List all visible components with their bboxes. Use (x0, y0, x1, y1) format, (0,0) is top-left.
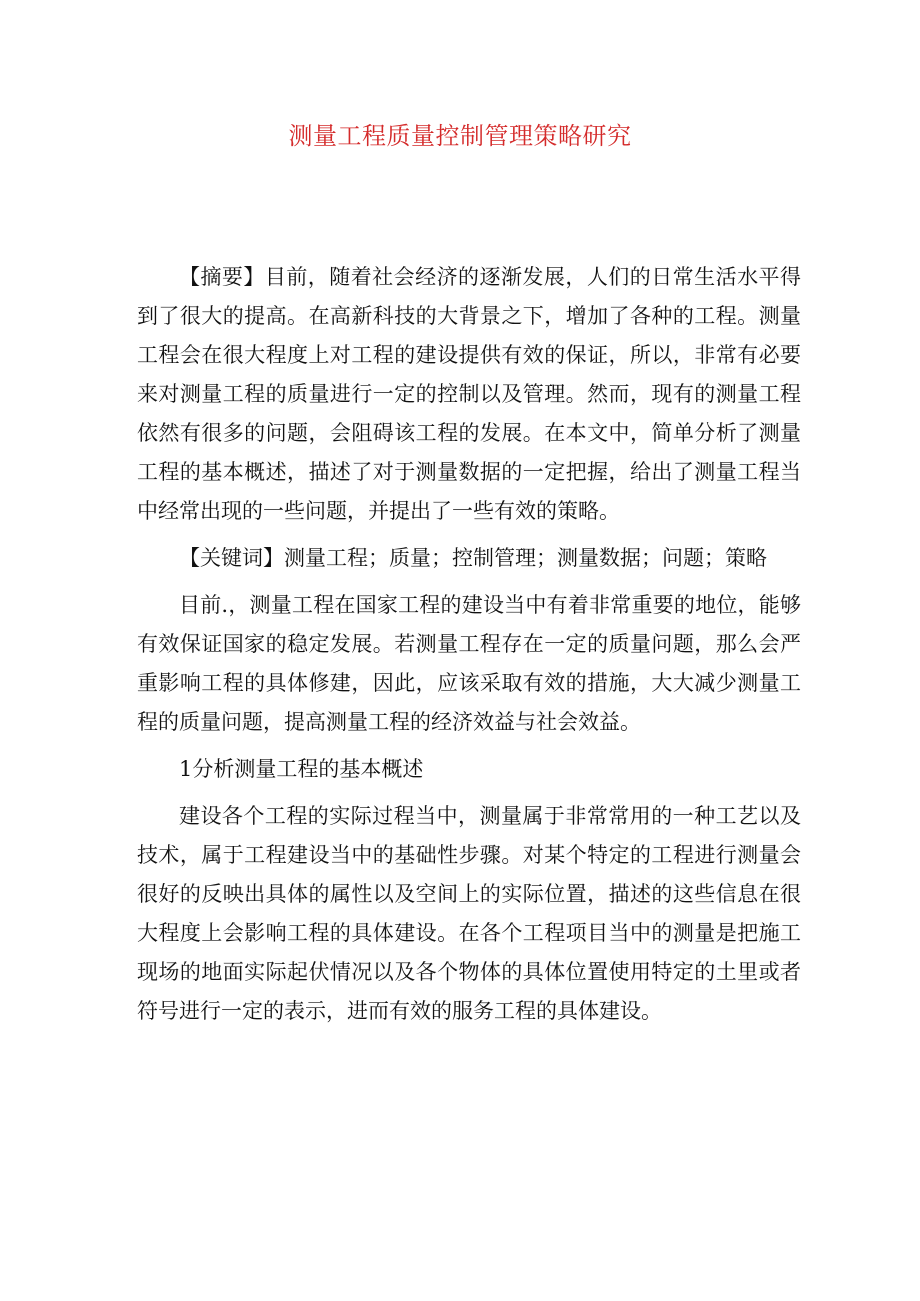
document-title: 测量工程质量控制管理策略研究 (288, 122, 632, 150)
section-paragraph: 建设各个工程的实际过程当中，测量属于非常常用的一种工艺以及技术，属于工程建设当中的基础性步骤。对某个特定的工程进行测量会很好的反映出具体的属性以及空间上的实际位置，描述的这些信息在很大程度上会影响工程的具体建设。在各个工程项目当中的测量是把施工现场的地面实际起伏情况以及各个物体的具体位置使用特定的土里或者符号进行一定的表示，进而有效的服务工程的具体建设。 (137, 804, 801, 1023)
document-body (137, 258, 801, 1039)
abstract-paragraph: 【摘要】目前，随着社会经济的逐渐发展，人们的日常生活水平得到了很大的提高。在高新科技的大背景之下，增加了各种的工程。测量工程会在很大程度上对工程的建设提供有效的保证，所以，非常有必要来对测量工程的质量进行一定的控制以及管理。然而，现有的测量工程依然有很多的问题，会阻碍该工程的发展。在本文中，简单分析了测量工程的基本概述，描述了对于测量数据的一定把握，给出了测量工程当中经常出现的一些问题，并提出了一些有效的策略。 (137, 265, 801, 523)
intro-paragraph: 目前.，测量工程在国家工程的建设当中有着非常重要的地位，能够有效保证国家的稳定发展。若测量工程存在一定的质量问题，那么会严重影响工程的具体修建，因此，应该采取有效的措施，大大减少测量工程的质量问题，提高测量工程的经济效益与社会效益。 (137, 593, 801, 734)
keywords-paragraph: 【关键词】测量工程；质量；控制管理；测量数据；问题；策略 (179, 546, 767, 570)
section-heading: 1分析测量工程的基本概述 (179, 757, 424, 781)
